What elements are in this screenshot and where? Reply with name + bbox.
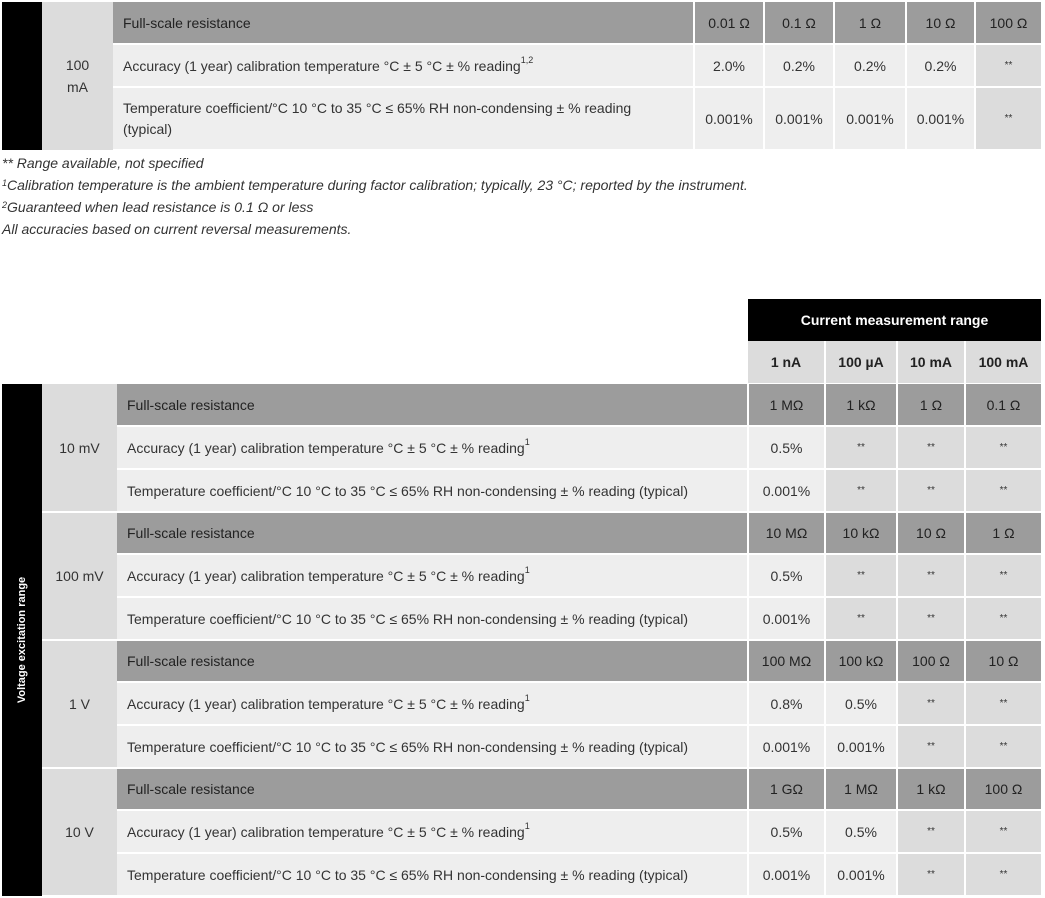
row-label: Full-scale resistance (117, 768, 748, 810)
cell: 0.001% (825, 853, 897, 896)
cell: ** (897, 682, 965, 725)
cell: ** (897, 597, 965, 640)
cell: 1 GΩ (748, 768, 825, 810)
column-header: 100 mA (965, 341, 1041, 383)
column-header: 1 nA (748, 341, 825, 383)
cell: 0.5% (748, 554, 825, 597)
tempco-row (2, 725, 1041, 768)
row-label: Full-scale resistance (117, 512, 748, 554)
cell: 100 kΩ (825, 640, 897, 682)
cell: 1 kΩ (825, 384, 897, 426)
voltage-range-label: 10 V (42, 768, 117, 896)
accuracy-row (2, 682, 1041, 725)
cell: 0.2% (906, 44, 975, 87)
footnote-ref: 1 (524, 692, 530, 703)
cell: 0.5% (825, 810, 897, 853)
row-label: Accuracy (1 year) calibration temperature °C ± 5 °C ± % reading$^1$ (117, 554, 748, 597)
row-label: Accuracy (1 year) calibration temperature °C ± 5 °C ± % reading$^1$ (117, 426, 748, 469)
row-label: Temperature coefficient/°C 10 °C to 35 °C ≤ 65% RH non-condensing ± % reading (typical) (117, 725, 748, 768)
cell: ** (965, 426, 1041, 469)
cell: 1 Ω (834, 2, 906, 44)
row-label: Full-scale resistance (117, 640, 748, 682)
cell: ** (965, 810, 1041, 853)
top-spec-table (2, 2, 1041, 151)
accuracy-row (2, 426, 1041, 469)
cell: 0.01 Ω (694, 2, 764, 44)
cell: 10 Ω (906, 2, 975, 44)
cell: 0.5% (748, 810, 825, 853)
cell: ** (965, 725, 1041, 768)
cell: ** (825, 554, 897, 597)
cell: ** (825, 469, 897, 512)
tempco-row (2, 597, 1041, 640)
tempco-row (2, 469, 1041, 512)
cell: 1 Ω (965, 512, 1041, 554)
cell: ** (975, 44, 1041, 87)
footnotes (2, 152, 748, 240)
top-range-label: 100 mA (42, 2, 113, 150)
cell: 0.2% (834, 44, 906, 87)
cell: 10 kΩ (825, 512, 897, 554)
footnote: $^1$Calibration temperature is the ambient temperature during factor calibration; typically, 23 °C; reported by the instrument. (2, 177, 748, 193)
header-title: Current measurement range (748, 299, 1041, 341)
row-label: Temperature coefficient/°C 10 °C to 35 °C ≤ 65% RH non-condensing ± % reading (typical) (117, 853, 748, 896)
cell: ** (897, 469, 965, 512)
column-header: 10 mA (897, 341, 965, 383)
cell: 0.2% (764, 44, 834, 87)
row-label: Accuracy (1 year) calibration temperature °C ± 5 °C ± % reading$^{1,2}$ (113, 44, 694, 87)
cell: 0.8% (748, 682, 825, 725)
voltage-range-label: 10 mV (42, 384, 117, 512)
footnote-ref: 1 (524, 820, 530, 831)
accuracy-row (2, 810, 1041, 853)
full-scale-row (2, 640, 1041, 682)
footnote: $^2$Guaranteed when lead resistance is 0.1 Ω or less (2, 199, 314, 215)
top-side-bar (2, 2, 42, 150)
cell: 0.001% (748, 853, 825, 896)
cell: 0.001% (748, 597, 825, 640)
full-scale-row (2, 768, 1041, 810)
row-label: Accuracy (1 year) calibration temperature °C ± 5 °C ± % reading$^1$ (117, 682, 748, 725)
cell: 0.001% (748, 725, 825, 768)
top-tempco-row (2, 87, 1041, 150)
full-scale-row (2, 512, 1041, 554)
cell: 0.1 Ω (764, 2, 834, 44)
cell: 100 MΩ (748, 640, 825, 682)
cell: ** (897, 853, 965, 896)
cell: 1 kΩ (897, 768, 965, 810)
cell: 0.1 Ω (965, 384, 1041, 426)
header-columns-row (748, 341, 1041, 383)
cell: ** (965, 469, 1041, 512)
cell: ** (965, 554, 1041, 597)
cell: ** (965, 682, 1041, 725)
cell: 100 Ω (975, 2, 1041, 44)
cell: 2.0% (694, 44, 764, 87)
row-label: Temperature coefficient/°C 10 °C to 35 °C ≤ 65% RH non-condensing ± % reading (typical) (117, 469, 748, 512)
footnote: All accuracies based on current reversal measurements. (2, 221, 352, 237)
row-label: Full-scale resistance (113, 2, 694, 44)
cell: 0.001% (825, 725, 897, 768)
cell: 0.001% (764, 87, 834, 150)
footnote: ** Range available, not specified (2, 155, 204, 171)
row-label: Temperature coefficient/°C 10 °C to 35 °C ≤ 65% RH non-condensing ± % reading (typical) (113, 87, 694, 150)
footnote-ref: 1,2 (520, 54, 534, 65)
voltage-range-label: 1 V (42, 640, 117, 768)
tempco-row (2, 853, 1041, 896)
cell: 0.5% (825, 682, 897, 725)
cell: 100 Ω (965, 768, 1041, 810)
column-header: 100 µA (825, 341, 897, 383)
cell: 1 MΩ (825, 768, 897, 810)
row-label: Accuracy (1 year) calibration temperature °C ± 5 °C ± % reading$^1$ (117, 810, 748, 853)
full-scale-row (2, 384, 1041, 426)
cell: 0.001% (834, 87, 906, 150)
top-full-scale-row (2, 2, 1041, 44)
row-label: Full-scale resistance (117, 384, 748, 426)
cell: ** (825, 597, 897, 640)
cell: 0.001% (748, 469, 825, 512)
cell: 0.001% (906, 87, 975, 150)
cell: ** (965, 597, 1041, 640)
top-accuracy-row (2, 44, 1041, 87)
cell: ** (897, 554, 965, 597)
cell: 1 Ω (897, 384, 965, 426)
footnote-ref: 1 (524, 564, 530, 575)
cell: 10 Ω (965, 640, 1041, 682)
cell: 0.001% (694, 87, 764, 150)
cell: ** (897, 725, 965, 768)
cell: ** (897, 810, 965, 853)
cell: 100 Ω (897, 640, 965, 682)
cell: 0.5% (748, 426, 825, 469)
accuracy-row (2, 554, 1041, 597)
current-range-header (748, 299, 1041, 383)
cell: 10 Ω (897, 512, 965, 554)
cell: ** (965, 853, 1041, 896)
cell: 10 MΩ (748, 512, 825, 554)
footnote-ref: 1 (524, 436, 530, 447)
voltage-spec-table (2, 384, 1041, 897)
cell: ** (897, 426, 965, 469)
cell: ** (825, 426, 897, 469)
voltage-range-label: 100 mV (42, 512, 117, 640)
cell: ** (975, 87, 1041, 150)
cell: 1 MΩ (748, 384, 825, 426)
row-label: Temperature coefficient/°C 10 °C to 35 °C ≤ 65% RH non-condensing ± % reading (typical) (117, 597, 748, 640)
voltage-side-label: Voltage excitation range (2, 384, 42, 896)
